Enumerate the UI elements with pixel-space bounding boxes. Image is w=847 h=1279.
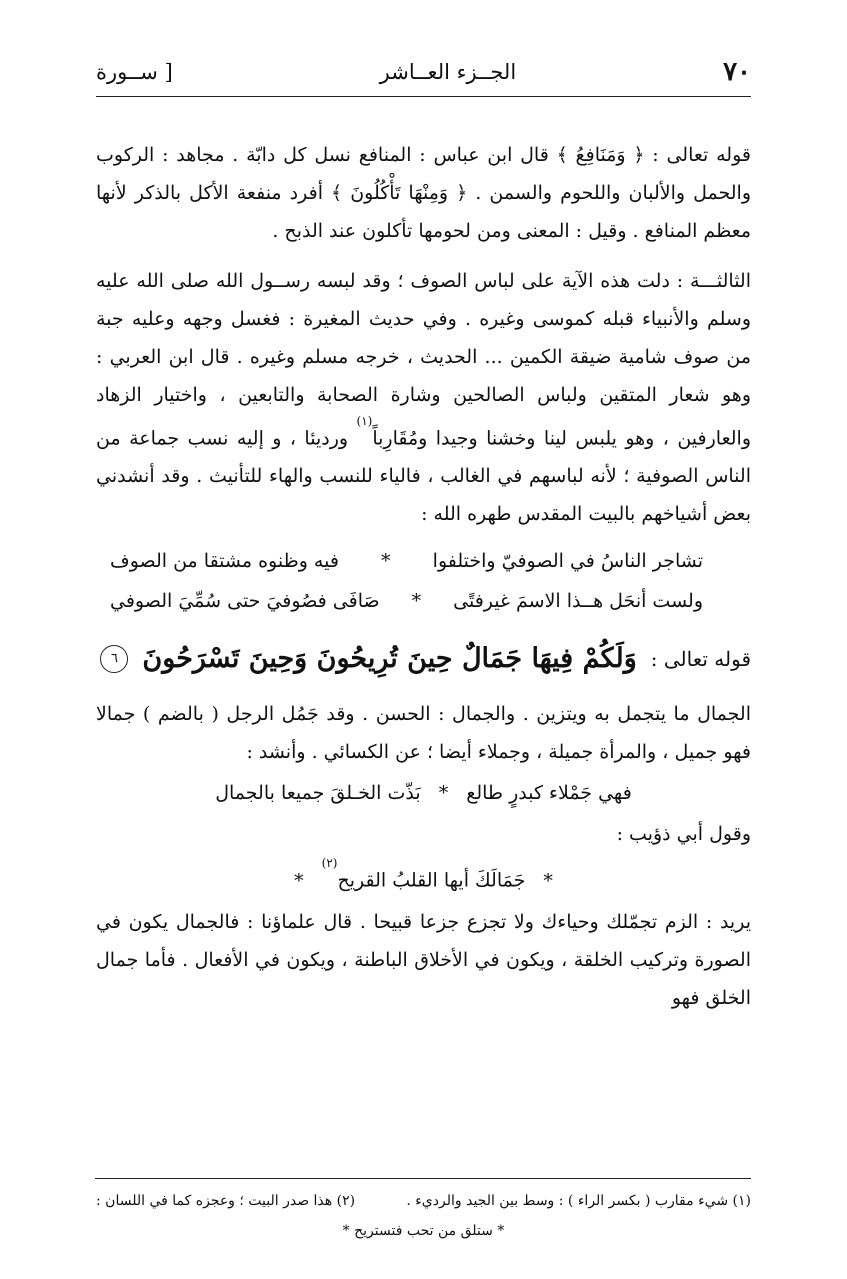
footnote-2-verse: * ستلق من تحب فتستريح *	[342, 1223, 505, 1239]
quran-verse-heading	[96, 637, 751, 681]
quran-ayah-text: وَلَكُمْ فِيهَا جَمَالٌ حِينَ تُرِيحُونَ وَحِينَ تَسْرَحُونَ	[142, 643, 637, 675]
poem-jamla-first: فهي جَمْلاء كبدرٍ طالع	[466, 782, 632, 805]
poem-qarih-text: جَمَالَكَ أيها القلبُ القريح	[337, 869, 526, 892]
poem-line-1-second-hemistich: فيه وظنوه مشتقا من الصوف	[110, 550, 339, 573]
poem-line-1-star: *	[381, 550, 391, 573]
page-number: ٧٠	[723, 57, 751, 87]
footnote-line	[96, 1186, 751, 1216]
poem-line-2	[96, 581, 751, 621]
poem-line-2-second-hemistich: صَافَى فصُوفيَ حتى سُمِّيَ الصوفي	[110, 590, 380, 613]
paragraph-abu-dhuayb: وقول أبي ذؤيب :	[616, 823, 751, 846]
header-divider	[96, 96, 751, 97]
poem-sufi	[96, 541, 751, 621]
poem-jamla-second: بَذّت الخـلقَ جميعا بالجمال	[215, 782, 421, 805]
main-text	[96, 136, 751, 1017]
footnote-ref-1: (١)	[356, 414, 373, 428]
poem-jamla	[96, 771, 751, 815]
footnote-ref-2: (٢)	[321, 856, 338, 871]
paragraph-yurid: يريد : الزم تجمّلك وحياءك ولا تجزع جزعا قبيحا . قال علماؤنا : فالجمال يكون في الصورة وتركيب الخلقة ، ويكون في الأخلاق الباطنة ، ويكون في الأفعال . فأما جمال الخلق فهو	[96, 910, 751, 1009]
footnote-1: (١) شيء مقارب ( بكسر الراء ) : وسط بين الجيد والرديء .	[406, 1193, 751, 1209]
poem-line-1-first-hemistich: تشاجر الناسُ في الصوفيّ واختلفوا	[432, 550, 703, 573]
footnote-2: (٢) هذا صدر البيت ؛ وعجزه كما في اللسان :	[96, 1193, 356, 1209]
running-title: الجــزء العــاشر	[379, 60, 517, 84]
surah-label: [ ســورة	[96, 60, 173, 84]
poem-line-2-first-hemistich: ولست أنحَل هــذا الاسمَ غيرفتًى	[453, 590, 703, 613]
footnote-divider	[95, 1178, 751, 1179]
paragraph-third-issue	[96, 262, 751, 533]
paragraph-jamal: الجمال ما يتجمل به ويتزين . والجمال : الحسن . وقد جَمُل الرجل ( بالضم ) جمالا فهو جميل ، والمرأة جميلة ، وجملاء أيضا ؛ عن الكسائي . وأنشد :	[96, 703, 751, 764]
ayah-number-marker: ٦	[100, 645, 128, 673]
paragraph-manafi: قوله تعالى : ﴿ وَمَنَافِعُ ﴾ قال ابن عباس : المنافع نسل كل دابّة . مجاهد : الركوب والحمل والألبان واللحوم والسمن . ﴿ وَمِنْهَا تَأْكُلُونَ ﴾ أفرد منفعة الأكل بالذكر لأنها معظم المنافع . وقيل : المعنى ومن لحومها تأكلون عند الذبح .	[96, 144, 751, 242]
poem-jamla-star: *	[438, 782, 449, 805]
quran-heading-lead: قوله تعالى :	[650, 647, 751, 672]
poem-line-2-star: *	[411, 590, 422, 613]
poem-qarih	[96, 853, 751, 902]
poem-qarih-star-left: *	[294, 869, 304, 892]
poem-qarih-star-right: *	[543, 869, 553, 892]
paragraph-third-issue-part1: الثالثـــة : دلت هذه الآية على لباس الصوف ؛ وقد لبسه رســول الله صلى الله عليه وسلم والأنبياء قبله كموسى وغيره . وفي حديث المغيرة : فغسل وجهه وعليه جبة من صوف شامية ضيقة الكمين ... الحديث ، خرجه مسلم وغيره . قال ابن العربي : وهو شعار المتقين ولباس الصالحين وشارة الصحابة والتابعين ، واختيار الزهاد والعارفين ، وهو يلبس لينا وخشنا وجيدا ومُقَارِباً	[96, 270, 751, 450]
poem-line-1	[96, 541, 751, 581]
paragraph-third-issue-part2: ورديئا ، و إليه نسب جماعة من الناس الصوفية ؛ لأنه لباسهم في الغالب ، فالياء للنسب والهاء للتأنيث . وقد أنشدني بعض أشياخهم بالبيت المقدس طهره الله :	[96, 427, 751, 526]
footnotes	[96, 1186, 751, 1246]
page-header	[96, 52, 751, 92]
